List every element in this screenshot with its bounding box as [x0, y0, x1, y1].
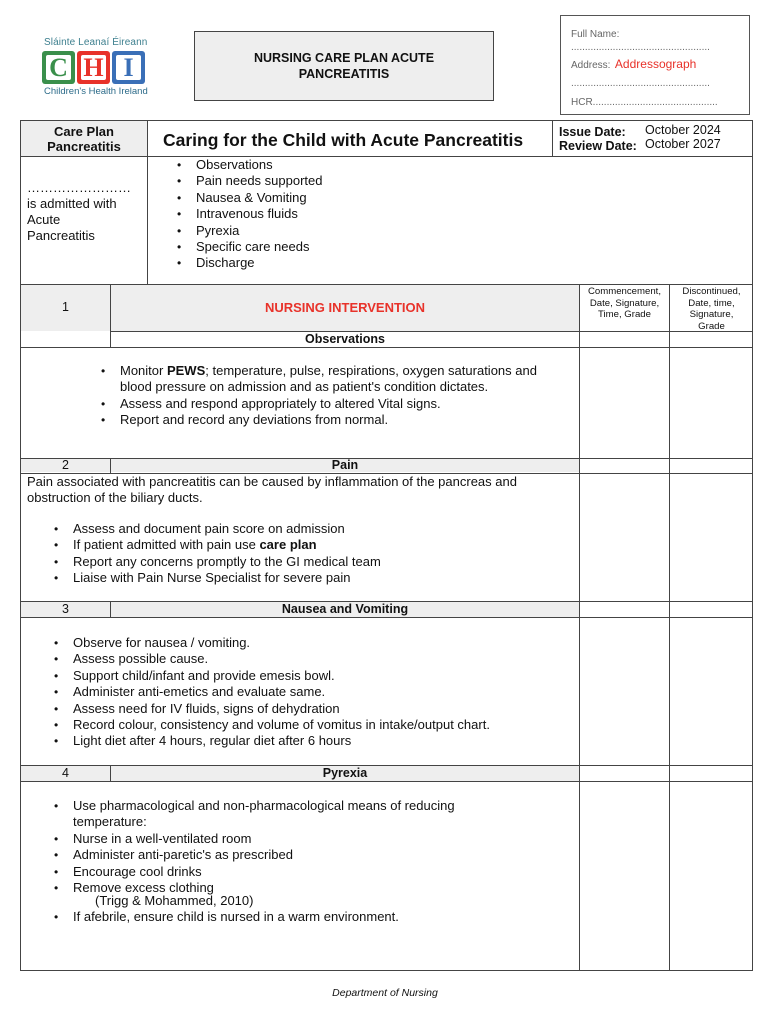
pain-heading: Pain — [331, 458, 359, 472]
list-item: • Assess need for IV fluids, signs of dehydration — [49, 701, 577, 717]
logo-letter-c: C — [42, 51, 75, 84]
admitted-statement: …………………… is admitted with Acute Pancreatitis — [27, 180, 145, 244]
hcr-field[interactable]: ............................................. — [592, 97, 718, 108]
list-item: • Assess and document pain score on admission — [49, 521, 577, 537]
nausea-list — [49, 635, 577, 750]
pain-list — [49, 521, 577, 587]
list-item: • Light diet after 4 hours, regular diet after 6 hours — [49, 733, 577, 749]
logo-tagline: Sláinte Leanaí Éireann — [44, 37, 148, 48]
list-item: • Remove excess clothing — [49, 880, 577, 896]
logo-letter-h: H — [77, 51, 110, 84]
review-date-value: October 2027 — [645, 137, 721, 151]
topic-item: • Observations — [172, 157, 322, 173]
pyrexia-heading: Pyrexia — [322, 766, 368, 780]
pyrexia-number: 4 — [62, 766, 69, 780]
nursing-intervention-heading: NURSING INTERVENTION — [264, 300, 426, 315]
review-date-row — [559, 137, 637, 155]
title-line-1: NURSING CARE PLAN ACUTE — [253, 51, 435, 65]
address-field[interactable]: .................................................. — [571, 78, 710, 89]
patient-name-blank[interactable]: …………………… — [27, 180, 131, 195]
list-item: • Administer anti-paretic's as prescribed — [49, 847, 577, 863]
review-date-label: Review Date: — [559, 139, 637, 153]
list-item: • Assess and respond appropriately to altered Vital signs. — [96, 396, 578, 412]
address-label: Address: — [571, 60, 611, 71]
topic-item: • Nausea & Vomiting — [172, 190, 322, 206]
discontinued-column-header: Discontinued, Date, time, Signature, Grade — [682, 286, 741, 332]
list-item: • Assess possible cause. — [49, 651, 577, 667]
observations-list — [96, 363, 578, 429]
pyrexia-citation: (Trigg & Mohammed, 2010) — [95, 893, 254, 908]
issue-date-value: October 2024 — [645, 123, 721, 137]
main-title: Caring for the Child with Acute Pancreatitis — [163, 130, 524, 150]
issue-date-label: Issue Date: — [559, 125, 626, 139]
list-item: • If afebrile, ensure child is nursed in a warm environment. — [49, 909, 577, 925]
pain-number: 2 — [62, 458, 69, 472]
list-item: • Use pharmacological and non-pharmacological means of reducing temperature: — [49, 798, 577, 831]
title-line-2: PANCREATITIS — [298, 67, 390, 81]
list-item: • Report any concerns promptly to the GI medical team — [49, 554, 577, 570]
addressograph-label: Addressograph — [614, 57, 697, 71]
list-item: • Encourage cool drinks — [49, 864, 577, 880]
topic-item: • Intravenous fluids — [172, 206, 322, 222]
list-item: • Liaise with Pain Nurse Specialist for severe pain — [49, 570, 577, 586]
topic-item: • Specific care needs — [172, 239, 322, 255]
list-item: • If patient admitted with pain use care plan — [49, 537, 577, 553]
full-name-label: Full Name: — [571, 29, 620, 40]
document-title — [194, 31, 494, 101]
pyrexia-list — [49, 798, 577, 896]
topic-list — [172, 157, 322, 272]
row-number: 1 — [62, 300, 69, 314]
topic-item: • Pain needs supported — [172, 173, 322, 189]
hcr-label: HCR — [571, 97, 593, 108]
commencement-column-header: Commencement, Date, Signature, Time, Grade — [587, 286, 662, 320]
full-name-field[interactable]: .................................................. — [571, 42, 710, 53]
nausea-number: 3 — [62, 602, 69, 616]
list-item: • Report and record any deviations from normal. — [96, 412, 578, 428]
observations-heading: Observations — [305, 332, 385, 346]
pyrexia-list-cont — [49, 909, 577, 925]
care-plan-label: Care Plan Pancreatitis — [47, 123, 121, 154]
list-item: • Nurse in a well-ventilated room — [49, 831, 577, 847]
topic-item: • Discharge — [172, 255, 322, 271]
footer-department: Department of Nursing — [332, 987, 438, 999]
logo-subtitle: Children's Health Ireland — [44, 86, 148, 97]
list-item: • Record colour, consistency and volume of vomitus in intake/output chart. — [49, 717, 577, 733]
list-item: • Observe for nausea / vomiting. — [49, 635, 577, 651]
topic-item: • Pyrexia — [172, 223, 322, 239]
nausea-heading: Nausea and Vomiting — [281, 602, 409, 616]
list-item: • Monitor PEWS; temperature, pulse, respirations, oxygen saturations and blood pressure on admission and as patient's condition dictates. — [96, 363, 578, 396]
list-item: • Administer anti-emetics and evaluate same. — [49, 684, 577, 700]
logo-letter-i: I — [112, 51, 145, 84]
pain-intro: Pain associated with pancreatitis can be caused by inflammation of the pancreas and obstruction of the biliary ducts. — [27, 474, 517, 506]
hcr-row — [571, 97, 718, 108]
list-item: • Support child/infant and provide emesis bowl. — [49, 668, 577, 684]
chi-logo — [42, 51, 145, 84]
address-row — [571, 55, 696, 73]
